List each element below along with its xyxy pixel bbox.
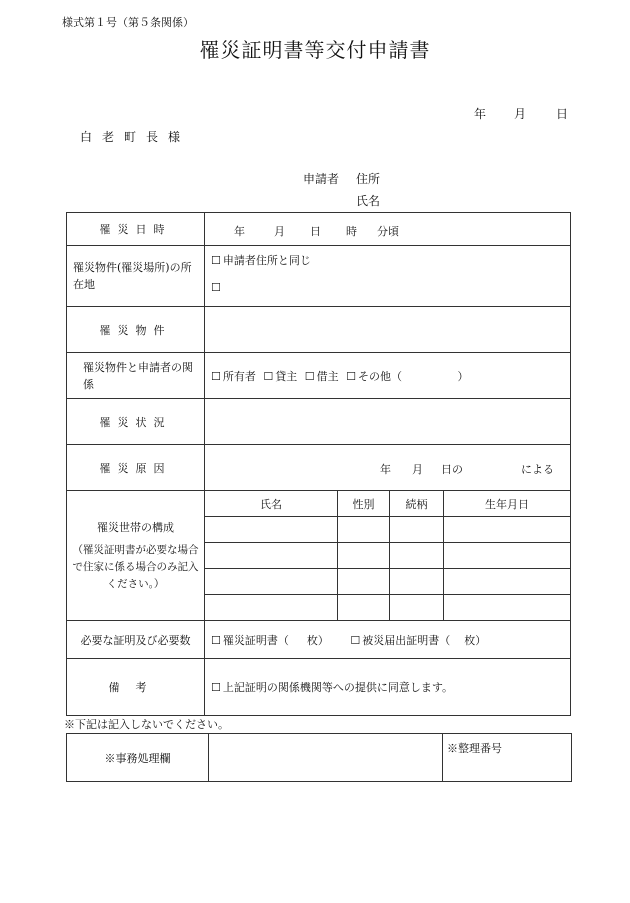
household-row3-gender[interactable] xyxy=(338,569,390,595)
office-use-note: ※下記は記入しないでください。 xyxy=(64,718,229,731)
applicant-address-label: 住所 xyxy=(356,172,381,186)
date-day-label: 日 xyxy=(556,107,569,121)
checkbox-same-address[interactable]: ☐ xyxy=(211,254,221,267)
cause-year: 年 xyxy=(380,463,391,476)
property-label: 罹災物件 xyxy=(67,307,205,353)
situation-field[interactable] xyxy=(205,399,571,445)
cause-month: 月 xyxy=(412,463,423,476)
relation-label: 罹災物件と申請者の関係 xyxy=(67,353,205,399)
date-year-label: 年 xyxy=(474,107,487,121)
applicant-label: 申請者 xyxy=(303,172,340,186)
datetime-year: 年 xyxy=(234,225,245,238)
cause-day: 日の xyxy=(441,463,463,476)
household-label: 罹災世帯の構成 xyxy=(97,520,174,534)
household-col-name: 氏名 xyxy=(205,491,338,517)
cause-field[interactable] xyxy=(205,445,571,491)
household-row2-gender[interactable] xyxy=(338,543,390,569)
household-row3-name[interactable] xyxy=(205,569,338,595)
remarks-field[interactable] xyxy=(205,659,571,716)
household-row2-birthdate[interactable] xyxy=(444,543,571,569)
relation-option-other: その他（ xyxy=(358,369,402,383)
checkbox-lessee[interactable]: ☐ xyxy=(304,369,315,383)
property-location-label: 罹災物件(罹災場所)の所在地 xyxy=(67,246,205,307)
checkbox-disaster-cert[interactable]: ☐ xyxy=(211,633,221,647)
form-number-label: 様式第１号（第５条関係） xyxy=(62,16,194,29)
remarks-label: 備考 xyxy=(67,659,205,716)
property-location-field[interactable] xyxy=(205,246,571,307)
disaster-cert-label: 罹災証明書（ xyxy=(222,633,289,647)
household-row4-relation[interactable] xyxy=(390,595,444,621)
household-row2-relation[interactable] xyxy=(390,543,444,569)
relation-option-lessor: 貸主 xyxy=(275,369,298,383)
applicant-name-label: 氏名 xyxy=(356,194,381,208)
processing-label: ※事務処理欄 xyxy=(67,734,209,782)
household-row4-name[interactable] xyxy=(205,595,338,621)
household-note: （罹災証明書が必要な場合で住家に係る場合のみ記入ください。） xyxy=(72,543,199,590)
cause-suffix: による xyxy=(521,463,554,476)
processing-field xyxy=(209,734,443,782)
application-table xyxy=(66,212,571,716)
disaster-datetime-field[interactable] xyxy=(205,213,571,246)
household-row2-name[interactable] xyxy=(205,543,338,569)
page-title: 罹災証明書等交付申請書 xyxy=(199,38,431,62)
reference-number-label: ※整理番号 xyxy=(443,734,572,782)
cause-label: 罹災原因 xyxy=(67,445,205,491)
household-row4-gender[interactable] xyxy=(338,595,390,621)
disaster-cert-unit: 枚） xyxy=(306,633,329,647)
situation-label: 罹災状況 xyxy=(67,399,205,445)
checkbox-consent[interactable]: ☐ xyxy=(211,681,221,694)
same-address-label: 申請者住所と同じ xyxy=(222,254,311,267)
notification-cert-label: 被災届出証明書（ xyxy=(362,633,451,647)
household-label-cell xyxy=(67,491,205,621)
datetime-day: 日 xyxy=(310,225,321,238)
property-field[interactable] xyxy=(205,307,571,353)
checkbox-lessor[interactable]: ☐ xyxy=(263,369,274,383)
household-row1-relation[interactable] xyxy=(390,517,444,543)
datetime-hour: 時 xyxy=(346,225,357,238)
notification-cert-unit: 枚） xyxy=(464,633,487,647)
checkbox-notification-cert[interactable]: ☐ xyxy=(350,633,361,647)
checkbox-other-address[interactable]: ☐ xyxy=(211,281,221,294)
household-row1-name[interactable] xyxy=(205,517,338,543)
household-row4-birthdate[interactable] xyxy=(444,595,571,621)
household-row1-gender[interactable] xyxy=(338,517,390,543)
relation-option-lessee: 借主 xyxy=(316,369,339,383)
disaster-datetime-label: 罹災日時 xyxy=(67,213,205,246)
checkbox-other-relation[interactable]: ☐ xyxy=(346,369,356,383)
certs-label: 必要な証明及び必要数 xyxy=(67,621,205,659)
checkbox-owner[interactable]: ☐ xyxy=(211,369,221,383)
household-col-birthdate: 生年月日 xyxy=(444,491,571,517)
office-use-table xyxy=(66,733,572,782)
household-row3-relation[interactable] xyxy=(390,569,444,595)
consent-label: 上記証明の関係機関等への提供に同意します。 xyxy=(222,681,453,694)
household-row3-birthdate[interactable] xyxy=(444,569,571,595)
date-month-label: 月 xyxy=(514,107,527,121)
household-col-relation: 続柄 xyxy=(390,491,444,517)
relation-close-paren: ） xyxy=(457,369,469,383)
datetime-minute: 分頃 xyxy=(377,225,399,238)
relation-option-owner: 所有者 xyxy=(222,369,256,383)
household-col-gender: 性別 xyxy=(338,491,390,517)
certs-field[interactable] xyxy=(205,621,571,659)
datetime-month: 月 xyxy=(274,225,285,238)
relation-field[interactable] xyxy=(205,353,571,399)
addressee: 白老町長様 xyxy=(80,130,191,144)
household-row1-birthdate[interactable] xyxy=(444,517,571,543)
